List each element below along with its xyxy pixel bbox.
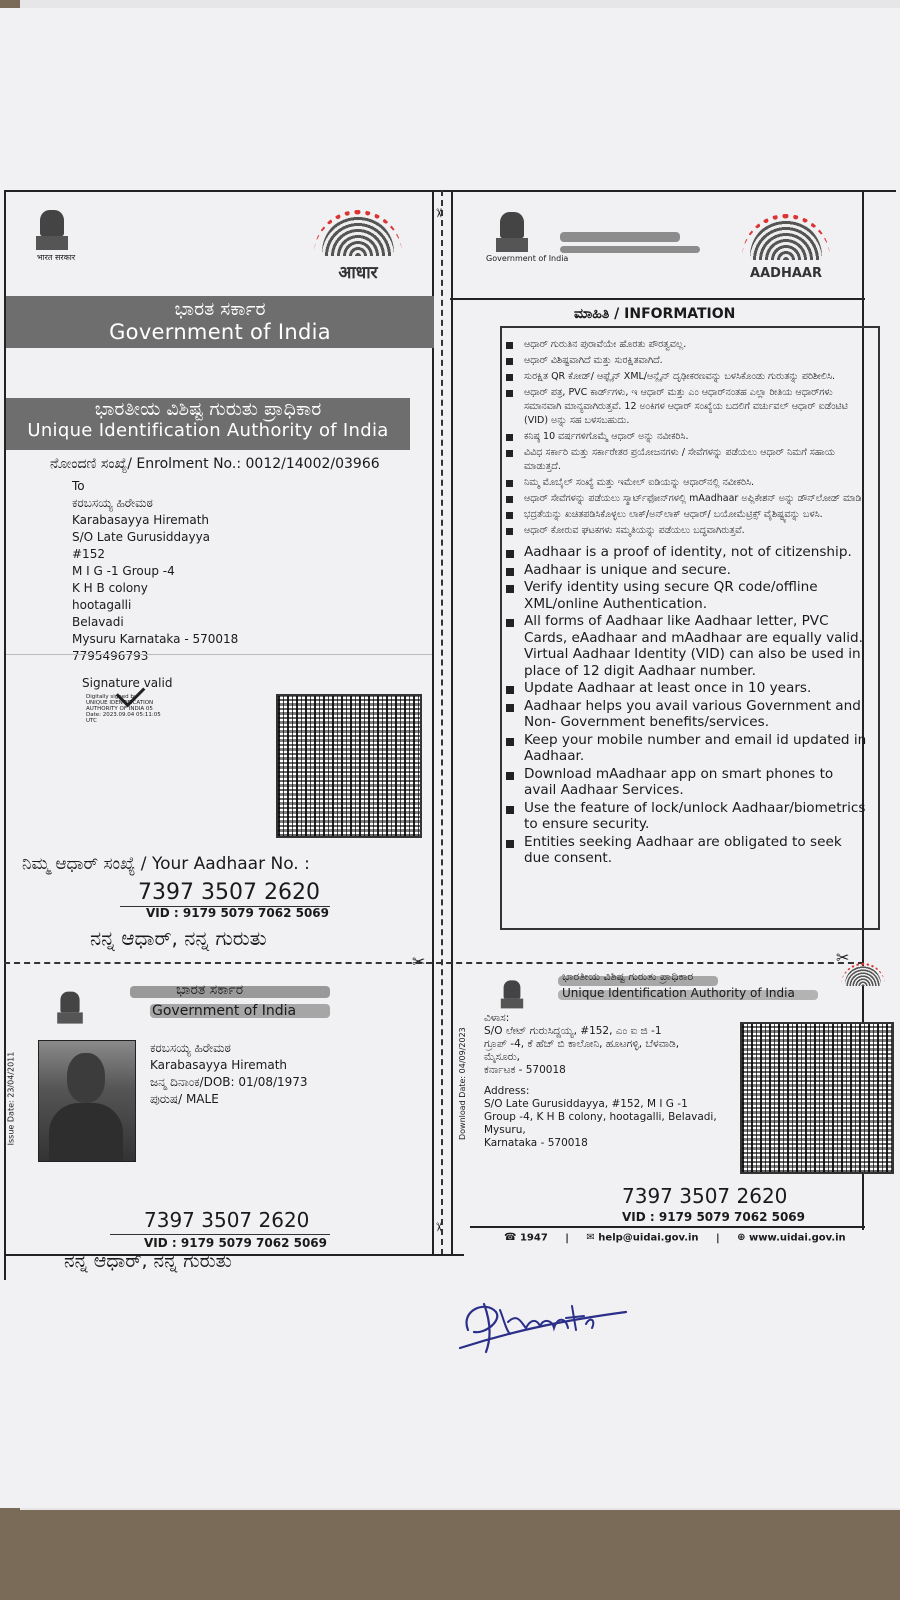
tagline: ನನ್ನ ಆಧಾರ್, ನನ್ನ ಗುರುತು <box>90 926 267 950</box>
back-qr-code <box>740 1022 894 1174</box>
address-en-line: S/O Late Gurusiddayya, #152, M I G -1 <box>484 1098 688 1110</box>
info-point: Use the feature of lock/unlock Aadhaar/biometrics to ensure security. <box>504 800 868 833</box>
english-points <box>504 544 868 867</box>
globe-icon: ⊕ <box>737 1232 746 1243</box>
front-govt-kannada: ಭಾರತ ಸರ್ಕಾರ <box>176 982 244 998</box>
address-en-line: Group -4, K H B colony, hootagalli, Belavadi, <box>484 1111 717 1123</box>
info-point: ವಿವಿಧ ಸರ್ಕಾರಿ ಮತ್ತು ಸರ್ಕಾರೇತರ ಪ್ರಯೋಜನಗಳು / ಸೇವೆಗಳನ್ನು ಪಡೆಯಲು ಆಧಾರ್ ನಿಮಗೆ ಸಹಾಯ ಮಾಡುತ್ತದೆ. <box>504 446 870 474</box>
back-vid: VID : 9179 5079 7062 5069 <box>622 1210 805 1224</box>
uidai-band <box>6 398 410 450</box>
address-kn-line: S/O ಲೇಟ್ ಗುರುಸಿದ್ದಯ್ಯ, #152, ಎಂ ಐ ಜಿ -1 <box>484 1025 662 1037</box>
enrolment-number: 0012/14002/03966 <box>245 456 380 472</box>
national-emblem-icon <box>486 212 569 268</box>
info-point: Entities seeking Aadhaar are obligated to seek due consent. <box>504 834 868 867</box>
back-uidai-english: Unique Identification Authority of India <box>562 986 795 1000</box>
address-kn-label: ವಿಳಾಸ: <box>484 1012 510 1024</box>
govt-band <box>6 296 434 348</box>
phone-number: 7795496793 <box>72 649 149 663</box>
back-aadhaar-number: 7397 3507 2620 <box>622 1184 788 1208</box>
redaction-mark <box>560 232 680 242</box>
info-point: Aadhaar helps you avail various Government and Non- Government benefits/services. <box>504 698 868 731</box>
info-point: ಆಧಾರ್ ಪತ್ರ, PVC ಕಾರ್ಡ್‌ಗಳು, ಇ ಆಧಾರ್ ಮತ್ತು ಎಂ ಆಧಾರ್‌ನಂತಹ ಎಲ್ಲಾ ರೀತಿಯ ಆಧಾರ್‌ಗಳು ಸಮಾನವಾಗಿ ಮಾನ್ಯವಾಗಿರುತ್ತವೆ. 12 ಅಂಕಿಗಳ ಆಧಾರ್ ಸಂಖ್ಯೆಯ ಬದಲಿಗೆ ವರ್ಚುವಲ್ ಆಧಾರ್ ಐಡೆಂಟಿಟಿ (VID) ಅನ್ನು ಸಹ ಬಳಸಬಹುದು. <box>504 386 870 428</box>
sig-line: Digitally signed by <box>86 694 138 700</box>
address-en-label: Address: <box>484 1085 530 1097</box>
help-email: help@uidai.gov.in <box>598 1232 699 1244</box>
national-emblem-icon <box>34 210 76 266</box>
front-tagline: ನನ್ನ ಆಧಾರ್, ನನ್ನ ಗುರುತು <box>64 1250 232 1272</box>
center-cut-line <box>441 190 443 1255</box>
address-line: hootagalli <box>72 598 132 612</box>
scissors-icon: ✂ <box>432 207 447 219</box>
redaction-mark <box>560 246 700 253</box>
holder-photo <box>38 1040 136 1162</box>
holder-dob: ಜನ್ಮ ದಿನಾಂಕ/DOB: 01/08/1973 <box>150 1075 308 1089</box>
recipient-address <box>72 478 238 665</box>
aadhaar-number: 7397 3507 2620 <box>138 880 320 905</box>
aadhaar-logo-word: आधार <box>338 263 378 283</box>
sig-line: Date: 2023.09.04 05:11:05 <box>86 712 161 718</box>
scissors-icon: ✂ <box>432 1221 447 1233</box>
emblem-caption: भारत सरकार <box>36 253 76 262</box>
info-point: ಕನಿಷ್ಠ 10 ವರ್ಷಗಳಿಗೊಮ್ಮೆ ಆಧಾರ್ ಅನ್ನು ನವೀಕರಿಸಿ. <box>504 430 870 444</box>
enrolment-label: ನೋಂದಣಿ ಸಂಖ್ಯೆ/ Enrolment No.: <box>50 456 242 472</box>
address-line: Karabasayya Hiremath <box>72 513 210 527</box>
information-box <box>500 326 880 930</box>
info-point: ಆಧಾರ್ ವಿಶಿಷ್ಟವಾಗಿದೆ ಮತ್ತು ಸುರಕ್ಷಿತವಾಗಿದೆ. <box>504 354 870 368</box>
holder-name-kannada: ಕರಬಸಯ್ಯ ಹಿರೇಮಠ <box>150 1041 231 1055</box>
phone-icon: ☎ <box>504 1232 517 1243</box>
aadhaar-logo-icon <box>308 216 408 286</box>
info-point: ಭದ್ರತೆಯನ್ನು ಖಚಿತಪಡಿಸಿಕೊಳ್ಳಲು ಲಾಕ್/ಅನ್‌ಲಾಕ್ ಆಧಾರ್/ ಬಯೋಮೆಟ್ರಿಕ್ಸ್ ವೈಶಿಷ್ಟ್ಯವನ್ನು ಬಳಸಿ. <box>504 508 870 522</box>
info-point: ನಿಮ್ಮ ಮೊಬೈಲ್ ಸಂಖ್ಯೆ ಮತ್ತು ಇಮೇಲ್ ಐಡಿಯನ್ನು ಆಧಾರ್‌ನಲ್ಲಿ ನವೀಕರಿಸಿ. <box>504 476 870 490</box>
holder-name-english: Karabasayya Hiremath <box>150 1058 288 1072</box>
info-point: ಸುರಕ್ಷಿತ QR ಕೋಡ್/ ಆಫ್ಲೈನ್ XML/ಆನ್ಲೈನ್ ದೃಢೀಕರಣವನ್ನು ಬಳಸಿಕೊಂಡು ಗುರುತನ್ನು ಪರಿಶೀಲಿಸಿ. <box>504 370 870 384</box>
sig-line: AUTHORITY OF INDIA 05 <box>86 706 153 712</box>
helpline-number: 1947 <box>519 1232 548 1244</box>
info-point: Keep your mobile number and email id updated in Aadhaar. <box>504 732 868 765</box>
uidai-english: Unique Identification Authority of India <box>27 420 389 441</box>
info-point: Verify identity using secure QR code/offline XML/online Authentication. <box>504 579 868 612</box>
front-govt-english: Government of India <box>152 1003 297 1019</box>
address-line: M I G -1 Group -4 <box>72 564 175 578</box>
govt-english: Government of India <box>109 320 331 344</box>
info-point: Aadhaar is unique and secure. <box>504 562 868 579</box>
address-line: Belavadi <box>72 615 124 629</box>
address-en-line: Mysuru, <box>484 1124 526 1136</box>
govt-kannada: ಭಾರತ ಸರ್ಕಾರ <box>174 298 266 320</box>
holder-gender: ಪುರುಷ/ MALE <box>150 1092 219 1106</box>
address-line: S/O Late Gurusiddayya <box>72 530 211 544</box>
enrolment-row <box>50 456 380 472</box>
info-point: ಆಧಾರ್ ಸೇವೆಗಳನ್ನು ಪಡೆಯಲು ಸ್ಮಾರ್ಟ್‌ಫೋನ್‌ಗಳಲ್ಲಿ mAadhaar ಅಪ್ಲಿಕೇಶನ್ ಅನ್ನು ಡೌನ್‌ಲೋಡ್ ಮಾಡಿ. <box>504 492 870 506</box>
info-point: All forms of Aadhaar like Aadhaar letter, PVC Cards, eAadhaar and mAadhaar are equally valid. Virtual Aadhaar Identity (VID) can also be used in place of 12 digit Aadhaar number. <box>504 613 868 679</box>
front-aadhaar-number: 7397 3507 2620 <box>144 1208 310 1232</box>
website: www.uidai.gov.in <box>749 1232 846 1244</box>
uidai-kannada: ಭಾರತೀಯ ವಿಶಿಷ್ಟ ಗುರುತು ಪ್ರಾಧಿಕಾರ <box>94 398 322 420</box>
bottom-border-right <box>470 1226 865 1228</box>
sig-line: UTC <box>86 718 97 724</box>
kannada-points <box>504 338 870 538</box>
issue-date: Issue Date: 23/04/2011 <box>6 1051 16 1146</box>
front-vid: VID : 9179 5079 7062 5069 <box>144 1236 327 1250</box>
aadhaar-logo-icon <box>736 220 836 290</box>
info-point: Update Aadhaar at least once in 10 years. <box>504 680 868 697</box>
contact-row: ☎ 1947 | ✉ help@uidai.gov.in | ⊕ www.uidai.gov.in <box>504 1232 846 1244</box>
center-border-right <box>451 190 453 1255</box>
address-line: K H B colony <box>72 581 148 595</box>
info-point: ಆಧಾರ್ ಕೋರುವ ಘಟಕಗಳು ಸಮ್ಮತಿಯನ್ನು ಪಡೆಯಲು ಬದ್ಧವಾಗಿರುತ್ತವೆ. <box>504 524 870 538</box>
information-title: ಮಾಹಿತಿ / INFORMATION <box>574 306 736 322</box>
aadhaar-logo-icon <box>838 966 888 1001</box>
address-line: ಕರಬಸಯ್ಯ ಹಿರೇಮಠ <box>72 496 153 510</box>
download-date: Download Date: 04/09/2023 <box>458 1027 467 1140</box>
to-label: To <box>72 479 85 493</box>
center-border-left <box>432 190 434 1255</box>
emblem-caption: Government of India <box>486 254 569 263</box>
address-line: Mysuru Karnataka - 570018 <box>72 632 239 646</box>
address-kn-line: ಗ್ರೂಪ್ -4, ಕೆ ಹೆಚ್ ಬಿ ಕಾಲೋನಿ, ಹೂಟಗಳ್ಳಿ, ಬೆಳವಾಡಿ, <box>484 1038 680 1050</box>
address-line: #152 <box>72 547 105 561</box>
front-aadhaar-underline <box>110 1234 330 1235</box>
national-emblem-icon <box>56 992 85 1037</box>
digital-signature-details <box>86 694 161 724</box>
letter-divider <box>6 654 432 655</box>
info-point: Aadhaar is a proof of identity, not of citizenship. <box>504 544 868 561</box>
vid-number: VID : 9179 5079 7062 5069 <box>146 906 329 920</box>
address-kn-line: ಕರ್ನಾಟಕ - 570018 <box>484 1064 566 1076</box>
address-en-line: Karnataka - 570018 <box>484 1137 588 1149</box>
back-address <box>484 1012 717 1150</box>
sig-line: UNIQUE IDENTIFICATION <box>86 700 154 706</box>
aadhaar-logo-word: AADHAAR <box>750 266 822 281</box>
back-uidai-kannada: ಭಾರತೀಯ ವಿಶಿಷ್ಟ ಗುರುತು ಪ್ರಾಧಿಕಾರ <box>562 970 694 983</box>
holder-details <box>150 1040 308 1108</box>
info-point: ಆಧಾರ್ ಗುರುತಿನ ಪುರಾವೆಯೇ ಹೊರತು ಪೌರತ್ವವಲ್ಲ. <box>504 338 870 352</box>
mail-icon: ✉ <box>586 1232 595 1243</box>
info-point: Download mAadhaar app on smart phones to avail Aadhaar Services. <box>504 766 868 799</box>
signature-valid: Signature valid <box>82 676 173 690</box>
scissors-icon: ✂ <box>412 952 426 971</box>
scissors-icon: ✂ <box>836 948 850 967</box>
your-aadhaar-label: ನಿಮ್ಮ ಆಧಾರ್ ಸಂಖ್ಯೆ / Your Aadhaar No. : <box>22 854 310 874</box>
right-header-rule <box>450 298 865 300</box>
handwritten-signature <box>456 1290 636 1360</box>
address-kn-line: ಮೈಸೂರು, <box>484 1051 521 1063</box>
qr-code <box>276 694 422 838</box>
horizontal-cut-line <box>4 962 864 964</box>
